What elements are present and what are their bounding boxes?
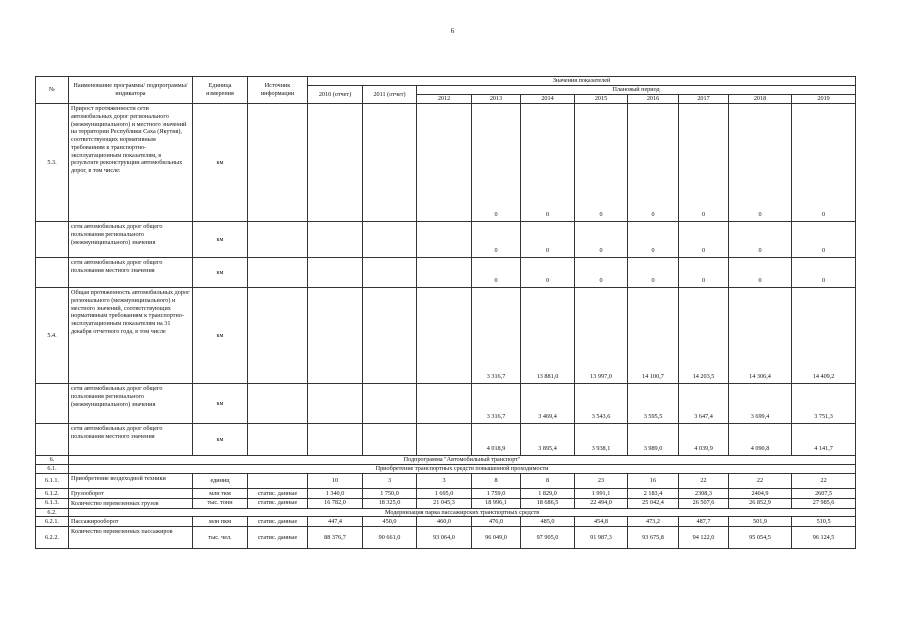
source-cell: статис. данные <box>248 498 308 508</box>
table-row <box>36 474 856 489</box>
value-cell <box>417 288 472 384</box>
value-cell: 96 049,0 <box>472 527 521 549</box>
value-cell: 487,7 <box>679 517 729 527</box>
value-cell: 22 494,0 <box>575 498 628 508</box>
value-cell: 2308,3 <box>679 489 729 499</box>
value-cell: 21 045,3 <box>417 498 472 508</box>
value-cell: 16 <box>628 474 679 489</box>
indicators-table <box>35 76 856 549</box>
table-header <box>36 77 856 104</box>
unit-cell: км <box>193 222 248 258</box>
section-number: 6. <box>36 456 69 465</box>
row-number <box>36 384 69 424</box>
section-row <box>36 465 856 474</box>
value-cell: 8 <box>521 474 575 489</box>
value-2011: 90 661,0 <box>363 527 417 549</box>
row-number <box>36 222 69 258</box>
value-cell: 1 991,1 <box>575 489 628 499</box>
value-cell: 3 989,0 <box>628 424 679 456</box>
indicator-name: Пассажирооборот <box>69 517 193 527</box>
header-year: 2012 <box>417 95 472 104</box>
value-cell <box>417 104 472 222</box>
value-cell: 14 100,7 <box>628 288 679 384</box>
value-cell: 0 <box>472 222 521 258</box>
value-cell <box>417 258 472 288</box>
source-cell <box>248 384 308 424</box>
value-cell: 93 064,0 <box>417 527 472 549</box>
value-cell: 0 <box>792 222 856 258</box>
value-2011: 1 750,0 <box>363 489 417 499</box>
row-number: 6.2.2. <box>36 527 69 549</box>
source-cell: статис. данные <box>248 517 308 527</box>
value-2011 <box>363 222 417 258</box>
value-cell: 454,8 <box>575 517 628 527</box>
value-cell: 0 <box>792 258 856 288</box>
value-cell: 0 <box>575 258 628 288</box>
indicator-name: Приобретение вездеходной техники <box>69 474 193 489</box>
value-cell: 0 <box>628 258 679 288</box>
value-cell: 94 122,0 <box>679 527 729 549</box>
header-source: Источник информации <box>248 77 308 104</box>
value-2011 <box>363 104 417 222</box>
value-cell: 3 595,5 <box>628 384 679 424</box>
table-row <box>36 384 856 424</box>
value-cell: 1 695,0 <box>417 489 472 499</box>
header-year: 2013 <box>472 95 521 104</box>
value-cell: 93 675,8 <box>628 527 679 549</box>
row-number <box>36 258 69 288</box>
value-cell: 91 987,3 <box>575 527 628 549</box>
row-number: 6.1.3. <box>36 498 69 508</box>
value-2010 <box>308 288 363 384</box>
header-2010: 2010 (отчет) <box>308 86 363 104</box>
value-cell: 3 469,4 <box>521 384 575 424</box>
value-2010 <box>308 222 363 258</box>
table-row <box>36 258 856 288</box>
value-cell: 0 <box>472 104 521 222</box>
value-cell: 0 <box>679 258 729 288</box>
value-2010: 10 <box>308 474 363 489</box>
value-cell: 0 <box>679 222 729 258</box>
value-cell: 22 <box>679 474 729 489</box>
value-cell: 27 985,6 <box>792 498 856 508</box>
value-cell: 4 090,8 <box>729 424 792 456</box>
indicator-name: Количество перевезенных грузов <box>69 498 193 508</box>
value-cell: 2607,5 <box>792 489 856 499</box>
value-cell: 0 <box>472 258 521 288</box>
value-2010: 447,4 <box>308 517 363 527</box>
value-2010: 16 782,0 <box>308 498 363 508</box>
section-row <box>36 456 856 465</box>
value-cell: 96 124,5 <box>792 527 856 549</box>
value-2011 <box>363 424 417 456</box>
value-cell: 0 <box>792 104 856 222</box>
table-row <box>36 527 856 549</box>
value-cell: 460,0 <box>417 517 472 527</box>
header-2011: 2011 (отчет) <box>363 86 417 104</box>
section-title: Модернизация парка пассажирских транспортных средств <box>69 508 856 517</box>
value-cell: 14 203,5 <box>679 288 729 384</box>
indicator-name: Количество перевезенных пассажиров <box>69 527 193 549</box>
table-row <box>36 288 856 384</box>
source-cell: статис. данные <box>248 489 308 499</box>
unit-cell: км <box>193 104 248 222</box>
section-row <box>36 508 856 517</box>
table-row <box>36 424 856 456</box>
value-cell: 4 141,7 <box>792 424 856 456</box>
header-year: 2016 <box>628 95 679 104</box>
source-cell <box>248 104 308 222</box>
value-cell: 0 <box>521 222 575 258</box>
row-number: 6.1.2. <box>36 489 69 499</box>
value-2010: 1 340,0 <box>308 489 363 499</box>
value-cell: 510,5 <box>792 517 856 527</box>
table-row <box>36 498 856 508</box>
value-cell: 0 <box>729 222 792 258</box>
value-cell: 22 <box>729 474 792 489</box>
section-title: Подпрограмма "Автомобильный транспорт" <box>69 456 856 465</box>
value-cell: 0 <box>729 104 792 222</box>
value-cell: 0 <box>575 222 628 258</box>
value-cell: 3 895,4 <box>521 424 575 456</box>
value-cell: 26 852,9 <box>729 498 792 508</box>
row-number: 5.4. <box>36 288 69 384</box>
row-number: 6.1.1. <box>36 474 69 489</box>
section-number: 6.1. <box>36 465 69 474</box>
header-values-group: Значения показателей <box>308 77 856 86</box>
value-2011: 450,0 <box>363 517 417 527</box>
value-cell: 13 881,0 <box>521 288 575 384</box>
row-number <box>36 424 69 456</box>
value-cell: 0 <box>628 222 679 258</box>
table-row <box>36 104 856 222</box>
value-cell: 476,0 <box>472 517 521 527</box>
value-2010 <box>308 104 363 222</box>
value-cell: 23 <box>575 474 628 489</box>
unit-cell: км <box>193 384 248 424</box>
value-cell: 1 829,0 <box>521 489 575 499</box>
value-cell: 0 <box>729 258 792 288</box>
section-title: Приобретение транспортных средств повышенной проходимости <box>69 465 856 474</box>
header-plan-group: Плановый период <box>417 86 856 95</box>
value-cell: 25 042,4 <box>628 498 679 508</box>
value-cell: 18 686,5 <box>521 498 575 508</box>
value-2011 <box>363 258 417 288</box>
unit-cell: км <box>193 258 248 288</box>
header-year: 2017 <box>679 95 729 104</box>
value-cell: 26 507,6 <box>679 498 729 508</box>
table-row <box>36 489 856 499</box>
indicator-name: сети автомобильных дорог общего пользования местного значения <box>69 258 193 288</box>
value-cell: 3 543,6 <box>575 384 628 424</box>
value-cell: 3 699,4 <box>729 384 792 424</box>
value-cell: 3 316,7 <box>472 288 521 384</box>
unit-cell: тыс. чел. <box>193 527 248 549</box>
source-cell <box>248 258 308 288</box>
source-cell <box>248 424 308 456</box>
source-cell <box>248 288 308 384</box>
value-cell <box>417 222 472 258</box>
unit-cell: млн пкм <box>193 517 248 527</box>
value-cell <box>417 424 472 456</box>
indicator-name: сети автомобильных дорог общего пользования местного значения <box>69 424 193 456</box>
value-2011 <box>363 288 417 384</box>
indicator-name: сети автомобильных дорог общего пользования регионального (межмуниципального) значения <box>69 222 193 258</box>
value-cell: 22 <box>792 474 856 489</box>
unit-cell: км <box>193 288 248 384</box>
value-2011: 18 325,0 <box>363 498 417 508</box>
value-cell: 4 039,9 <box>679 424 729 456</box>
value-cell: 3 <box>417 474 472 489</box>
value-cell: 485,0 <box>521 517 575 527</box>
value-cell: 0 <box>521 104 575 222</box>
value-cell: 501,9 <box>729 517 792 527</box>
value-cell: 14 306,4 <box>729 288 792 384</box>
value-cell: 3 647,4 <box>679 384 729 424</box>
value-cell: 3 316,7 <box>472 384 521 424</box>
source-cell <box>248 222 308 258</box>
header-unit: Единица измерения <box>193 77 248 104</box>
value-cell: 1 759,0 <box>472 489 521 499</box>
header-year: 2019 <box>792 95 856 104</box>
unit-cell: млн ткм <box>193 489 248 499</box>
value-cell: 4 018,9 <box>472 424 521 456</box>
value-cell: 8 <box>472 474 521 489</box>
section-number: 6.2. <box>36 508 69 517</box>
page-number: 6 <box>450 27 455 35</box>
value-2010 <box>308 384 363 424</box>
value-cell: 13 997,0 <box>575 288 628 384</box>
value-2010 <box>308 258 363 288</box>
value-cell: 3 751,3 <box>792 384 856 424</box>
value-cell: 0 <box>575 104 628 222</box>
indicator-name: Грузооборот <box>69 489 193 499</box>
value-cell: 2404,9 <box>729 489 792 499</box>
table-body <box>36 104 856 549</box>
value-2010: 88 376,7 <box>308 527 363 549</box>
header-year: 2018 <box>729 95 792 104</box>
header-num: № <box>36 77 69 104</box>
value-cell: 14 409,2 <box>792 288 856 384</box>
header-year: 2014 <box>521 95 575 104</box>
indicator-name: Прирост протяженности сети автомобильных дорог регионального (межмуниципального) и местного значений на территории Республики Саха (Якутия), соответствующих нормативным требованиям к транспортно-эксплуатационным показателям, в результате реконструкции автомобильных дорог, в том числе: <box>69 104 193 222</box>
value-cell <box>417 384 472 424</box>
header-year: 2015 <box>575 95 628 104</box>
value-cell: 95 054,5 <box>729 527 792 549</box>
value-cell: 18 996,1 <box>472 498 521 508</box>
source-cell <box>248 474 308 489</box>
value-cell: 0 <box>679 104 729 222</box>
value-cell: 0 <box>628 104 679 222</box>
header-name: Наименование программы/ подпрограммы/ индикатора <box>69 77 193 104</box>
value-2011 <box>363 384 417 424</box>
value-cell: 97 905,0 <box>521 527 575 549</box>
value-cell: 3 938,1 <box>575 424 628 456</box>
row-number: 6.2.1. <box>36 517 69 527</box>
unit-cell: км <box>193 424 248 456</box>
unit-cell: единиц <box>193 474 248 489</box>
table-row <box>36 517 856 527</box>
indicator-name: Общая протяженность автомобильных дорог регионального (межмуниципального) и местного значений, соответствующих нормативным требованиям к транспортно-эксплуатационным показателям на 31 декабря отчетного года, в том числе <box>69 288 193 384</box>
value-cell: 473,2 <box>628 517 679 527</box>
row-number: 5.3. <box>36 104 69 222</box>
source-cell: статис. данные <box>248 527 308 549</box>
table-row <box>36 222 856 258</box>
value-cell: 2 183,4 <box>628 489 679 499</box>
value-2010 <box>308 424 363 456</box>
indicator-name: сети автомобильных дорог общего пользования регионального (межмуниципального) значения <box>69 384 193 424</box>
unit-cell: тыс. тонн <box>193 498 248 508</box>
value-2011: 3 <box>363 474 417 489</box>
value-cell: 0 <box>521 258 575 288</box>
